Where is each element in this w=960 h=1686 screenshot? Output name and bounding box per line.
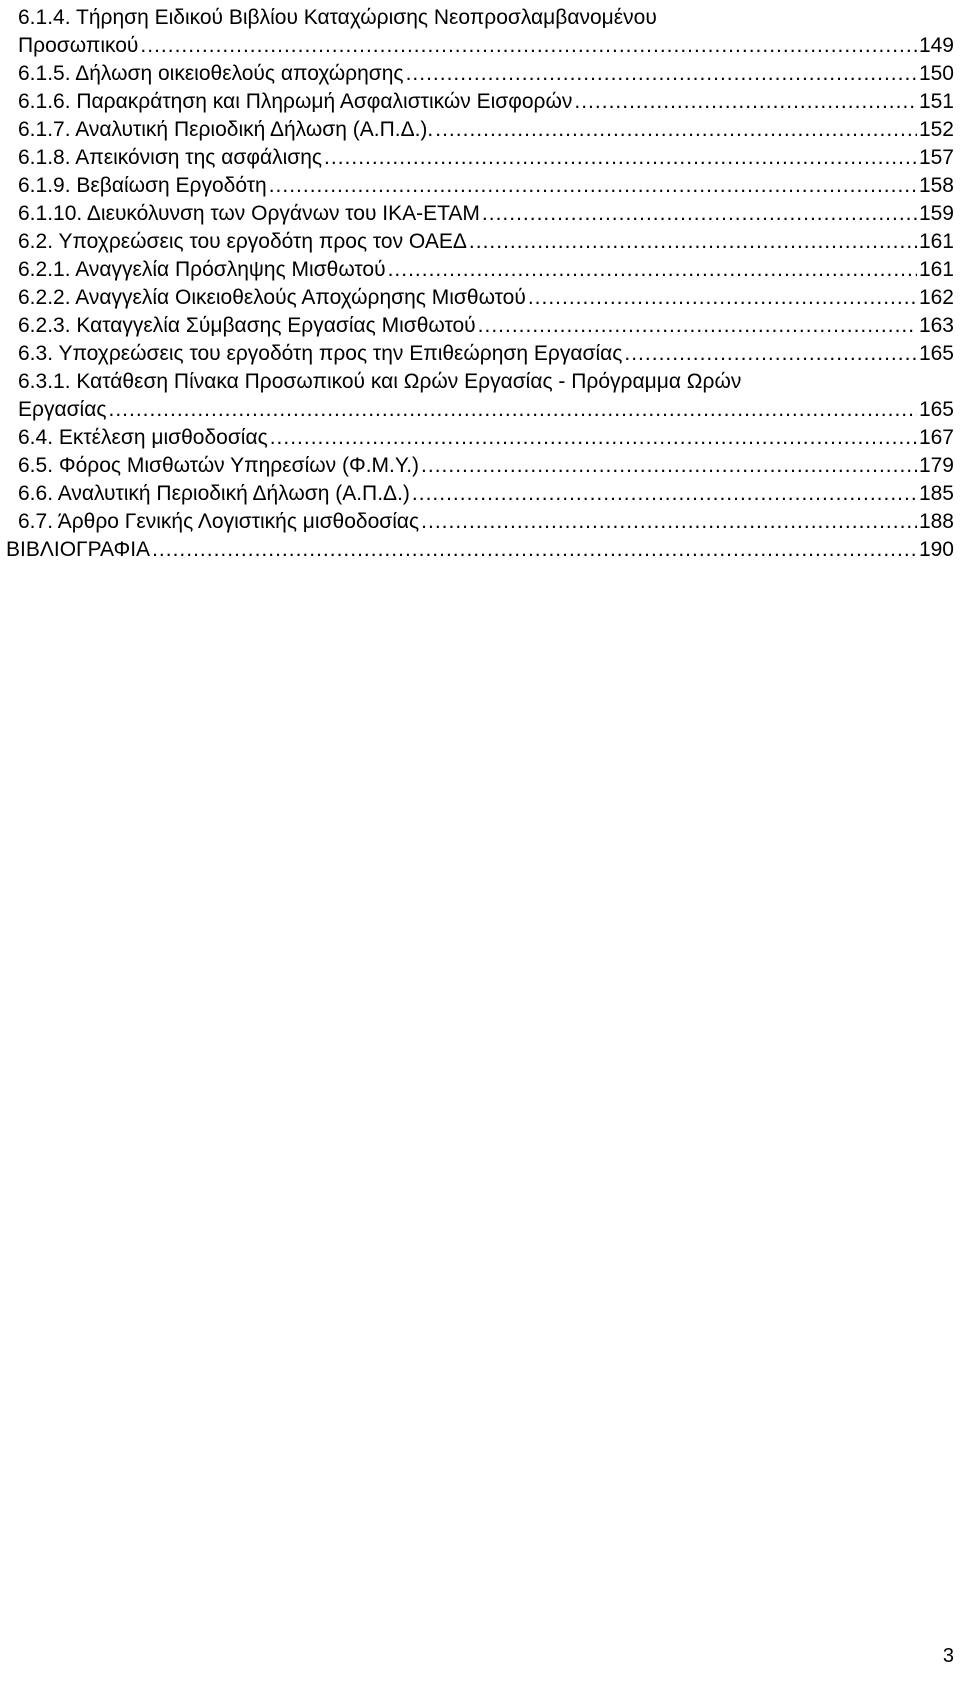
toc-page-number: 150 [918,62,954,85]
toc-leader-dots [406,60,917,88]
toc-leader-dots [435,116,917,144]
toc-leader-dots [269,172,917,200]
toc-entry[interactable] [18,312,954,340]
toc-entry-title: 6.7. Άρθρο Γενικής Λογιστικής μισθοδοσίας [18,510,420,533]
toc-page-number: 161 [918,258,954,281]
toc-page-number: 157 [918,146,954,169]
toc-entry[interactable] [18,4,954,32]
toc-entry-title: 6.6. Αναλυτική Περιοδική Δήλωση (Α.Π.Δ.) [18,482,410,505]
toc-entry-title: 6.2. Υποχρεώσεις του εργοδότη προς τον ΟΑΕΔ [18,230,467,253]
toc-entry-title: 6.1.6. Παρακράτηση και Πληρωμή Ασφαλιστικών Εισφορών [18,90,573,113]
toc-entry[interactable] [18,172,954,200]
toc-entry-title: 6.1.4. Τήρηση Ειδικού Βιβλίου Καταχώρισης Νεοπροσλαμβανομένου [18,6,657,29]
toc-page-number: 149 [918,34,954,57]
toc-entry-title: 6.3.1. Κατάθεση Πίνακα Προσωπικού και Ωρών Εργασίας - Πρόγραμμα Ωρών [18,370,742,393]
toc-entry[interactable] [18,452,954,480]
toc-entry-title: 6.1.9. Βεβαίωση Εργοδότη [18,174,267,197]
toc-page-number: 159 [918,202,954,225]
toc-leader-dots [469,228,917,256]
toc-entry[interactable] [18,32,954,60]
toc-entry[interactable] [18,508,954,536]
toc-entry[interactable] [18,200,954,228]
toc-leader-dots [324,144,917,172]
toc-entry[interactable] [6,536,954,564]
toc-entry-title: 6.2.2. Αναγγελία Οικειοθελούς Αποχώρησης Μισθωτού [18,286,526,309]
toc-entry[interactable] [18,60,954,88]
toc-leader-dots [270,424,917,452]
toc-leader-dots [574,88,917,116]
toc-leader-dots [412,480,917,508]
toc-page-number: 152 [918,118,954,141]
toc-entry[interactable] [18,88,954,116]
toc-entry[interactable] [18,340,954,368]
toc-entry-title: 6.1.8. Απεικόνιση της ασφάλισης [18,146,323,169]
toc-entry-title: 6.1.7. Αναλυτική Περιοδική Δήλωση (Α.Π.Δ.). [18,118,434,141]
toc-entry-title: Προσωπικού [18,34,139,57]
toc-entry-title: 6.2.1. Αναγγελία Πρόσληψης Μισθωτού [18,258,386,281]
toc-leader-dots [421,452,917,480]
toc-entry-title: 6.3. Υποχρεώσεις του εργοδότη προς την Επιθεώρηση Εργασίας [18,342,623,365]
toc-leader-dots [152,536,917,564]
toc-leader-dots [108,396,916,424]
toc-entry[interactable] [18,144,954,172]
page-number: 3 [942,1645,954,1667]
toc-entry-title: ΒΙΒΛΙΟΓΡΑΦΙΑ [6,538,151,561]
toc-leader-dots [140,32,917,60]
toc-page-number: 179 [918,454,954,477]
toc-page-number: 165 [918,398,954,421]
toc-page-number: 162 [918,286,954,309]
toc-entry-title: 6.5. Φόρος Μισθωτών Υπηρεσίων (Φ.Μ.Υ.) [18,454,420,477]
toc-entry-title: 6.4. Εκτέλεση μισθοδοσίας [18,426,268,449]
toc-leader-dots [421,508,917,536]
toc-page-number: 185 [918,482,954,505]
toc-page-number: 167 [918,426,954,449]
toc-entry-title: 6.2.3. Καταγγελία Σύμβασης Εργασίας Μισθωτού [18,314,476,337]
toc-entry[interactable] [18,116,954,144]
toc-page-number: 151 [918,90,954,113]
toc-entry[interactable] [18,228,954,256]
toc-entry-title: Εργασίας [18,398,107,421]
toc-page-number: 165 [918,342,954,365]
toc-entry[interactable] [18,368,954,396]
toc-entry[interactable] [18,424,954,452]
toc-entry[interactable] [18,256,954,284]
toc-leader-dots [624,340,917,368]
toc-page-number: 163 [918,314,954,337]
toc-page-number: 158 [918,174,954,197]
toc-page-number: 190 [918,538,954,561]
toc-leader-dots [482,200,917,228]
toc-entry[interactable] [18,480,954,508]
toc-entry-title: 6.1.5. Δήλωση οικειοθελούς αποχώρησης [18,62,404,85]
toc-leader-dots [478,312,917,340]
toc-leader-dots [388,256,917,284]
toc-leader-dots [528,284,917,312]
toc-page-number: 161 [918,230,954,253]
toc-entry[interactable] [18,396,954,424]
toc-page-number: 188 [918,510,954,533]
toc-entry-title: 6.1.10. Διευκόλυνση των Οργάνων του ΙΚΑ-ΕΤΑΜ [18,202,480,225]
toc-entry[interactable] [18,284,954,312]
